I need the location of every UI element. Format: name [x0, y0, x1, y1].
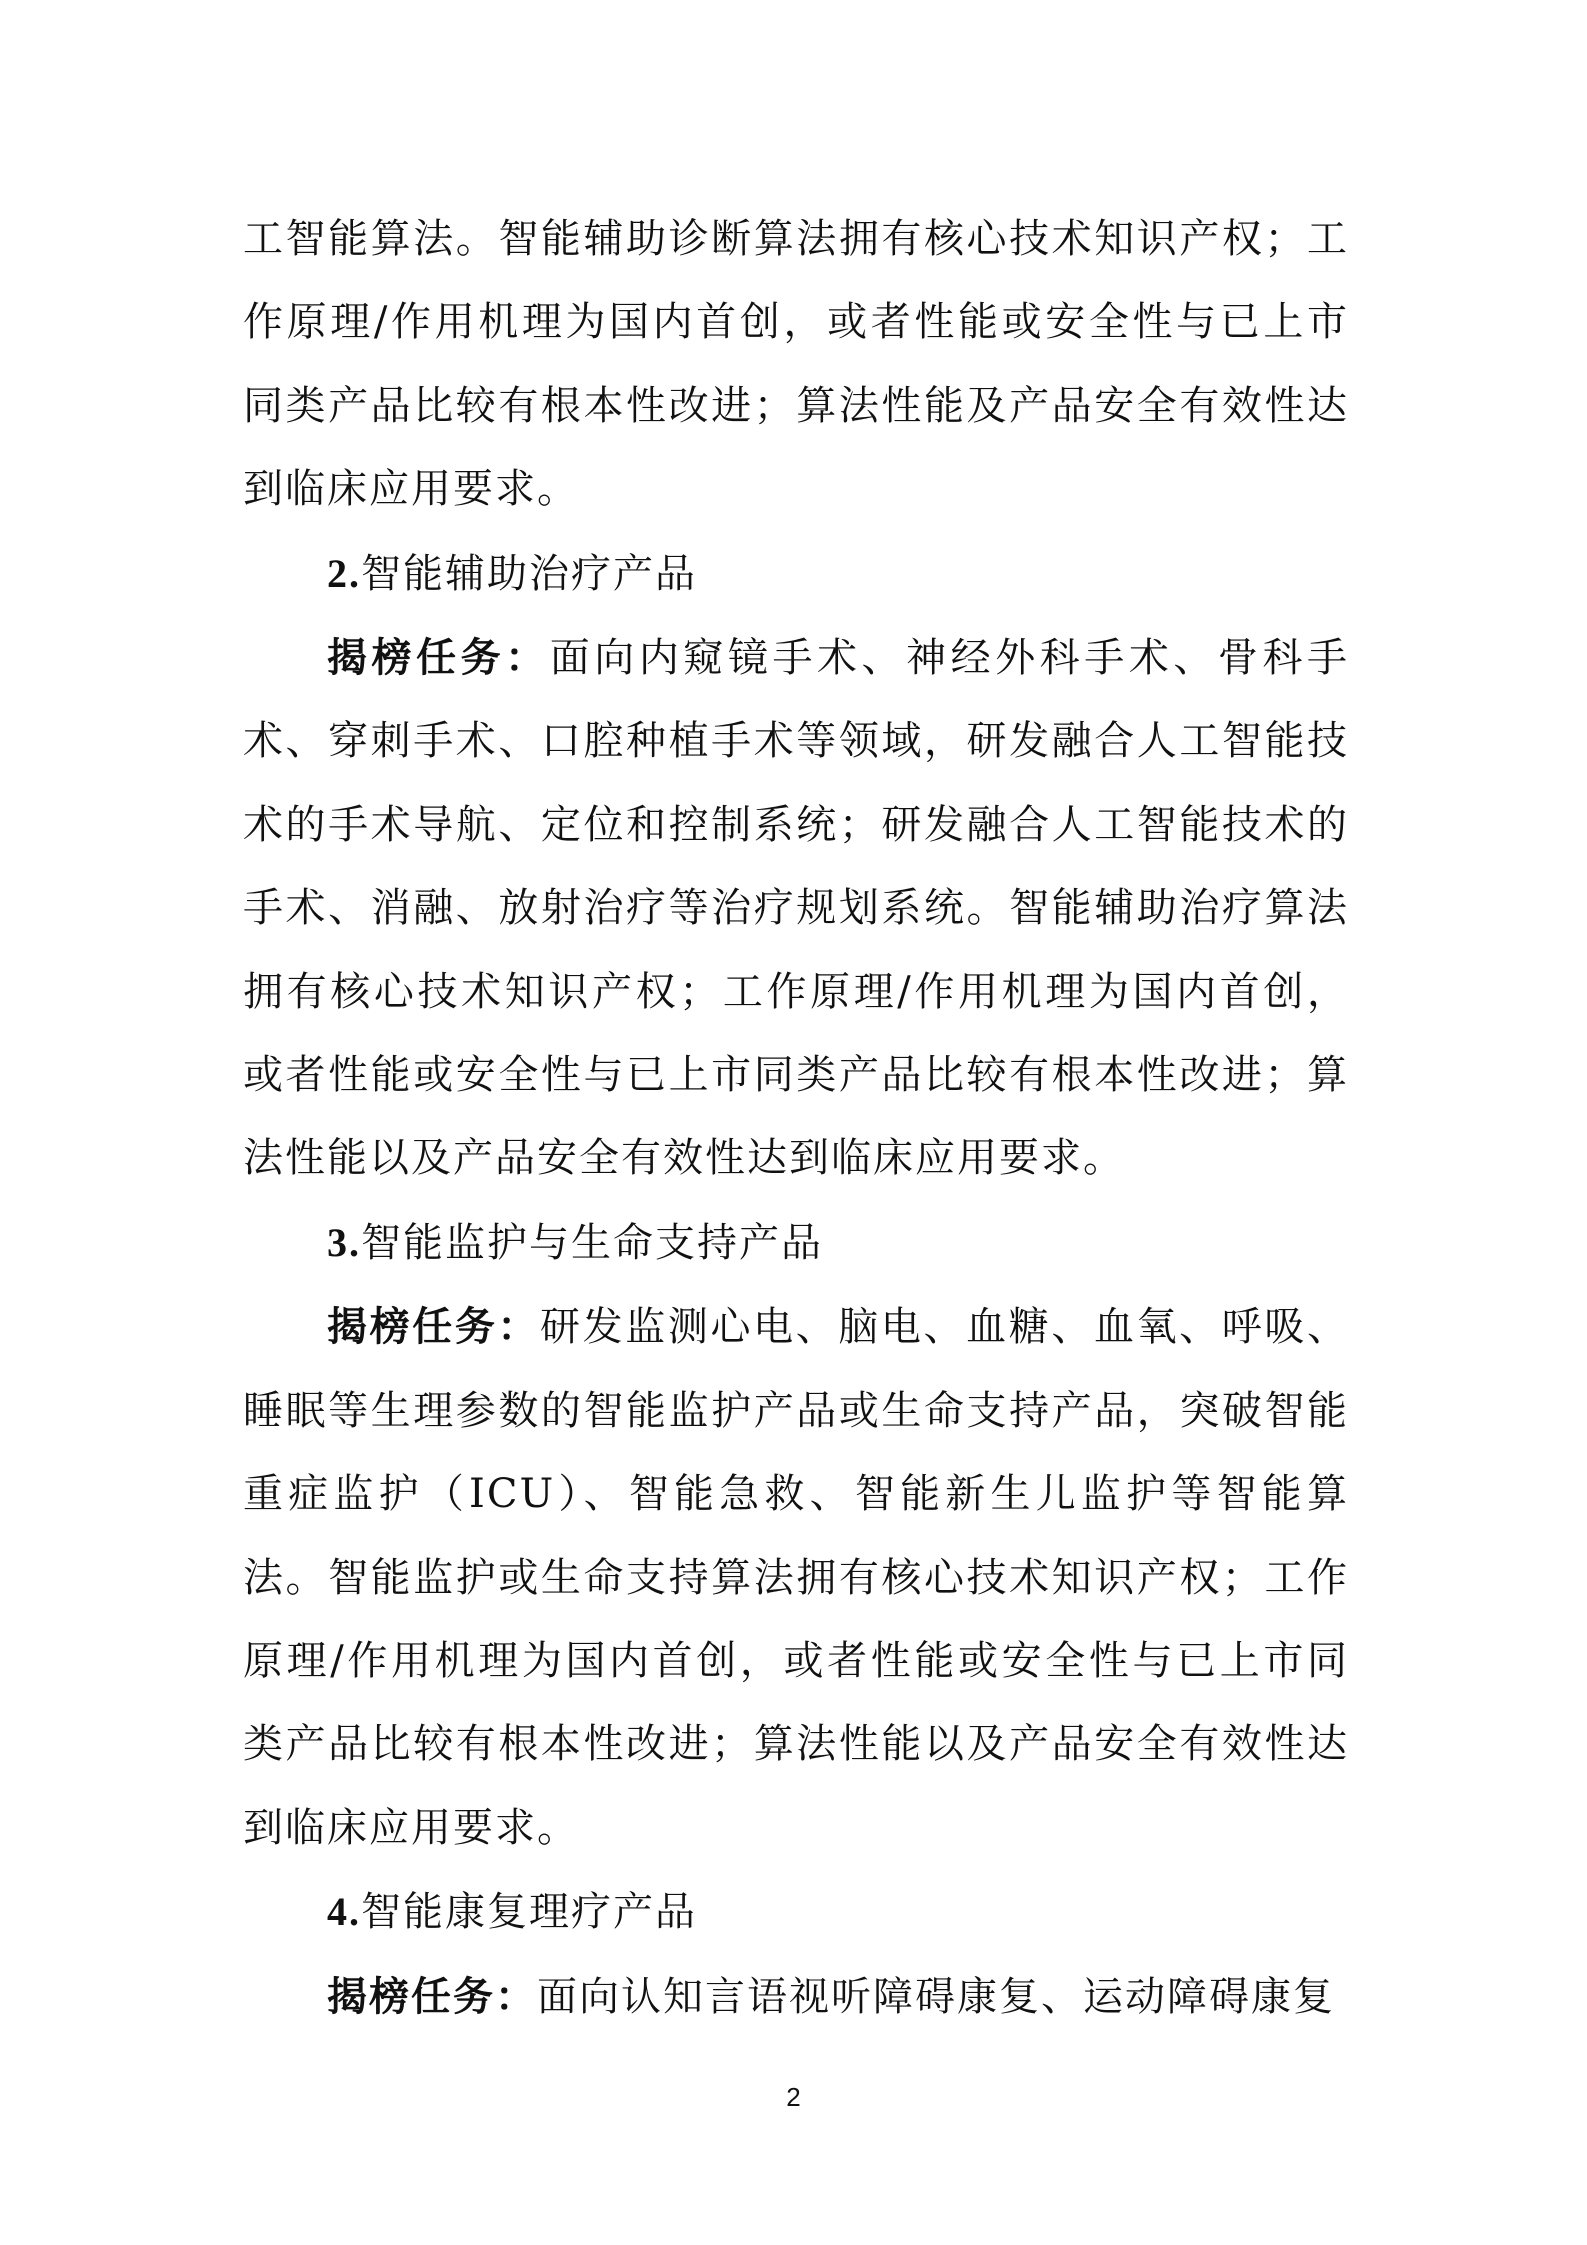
section-number: 2.: [327, 550, 361, 596]
continuation-paragraph: 工智能算法。智能辅助诊断算法拥有核心技术知识产权；工作原理/作用机理为国内首创，或者性能或安全性与已上市同类产品比较有根本性改进；算法性能及产品安全有效性达到临床应用要求。: [243, 216, 1349, 513]
section-task-paragraph-3: [243, 1285, 1349, 1870]
section-title: 智能康复理疗产品: [361, 1889, 697, 1936]
section-task-paragraph-4: [243, 1955, 1349, 2039]
section-title: 智能辅助治疗产品: [361, 550, 697, 597]
page-number: 2: [786, 2082, 801, 2112]
task-text: 面向内窥镜手术、神经外科手术、骨科手术、穿刺手术、口腔种植手术等领域，研发融合人工智能技术的手术导航、定位和控制系统；研发融合人工智能技术的手术、消融、放射治疗等治疗规划系统。智能辅助治疗算法拥有核心技术知识产权；工作原理/作用机理为国内首创，或者性能或安全性与已上市同类产品比较有根本性改进；算法性能以及产品安全有效性达到临床应用要求。: [243, 635, 1350, 1182]
document-page-body: [243, 198, 1349, 2039]
task-label: 揭榜任务：: [327, 1303, 541, 1351]
section-title: 智能监护与生命支持产品: [361, 1219, 823, 1266]
section-heading-2: [243, 532, 1349, 616]
task-text: 研发监测心电、脑电、血糖、血氧、呼吸、睡眠等生理参数的智能监护产品或生命支持产品，突破智能重症监护（ICU）、智能急救、智能新生儿监护等智能算法。智能监护或生命支持算法拥有核心技术知识产权；工作原理/作用机理为国内首创，或者性能或安全性与已上市同类产品比较有根本性改进；算法性能以及产品安全有效性达到临床应用要求。: [243, 1304, 1350, 1851]
section-number: 4.: [327, 1889, 361, 1935]
section-heading-4: [243, 1870, 1349, 1954]
section-task-paragraph-2: [243, 616, 1349, 1201]
section-heading-3: [243, 1201, 1349, 1285]
section-number: 3.: [327, 1219, 361, 1265]
task-text: 面向认知言语视听障碍康复、运动障碍康复: [537, 1973, 1335, 2020]
task-label: 揭榜任务：: [327, 634, 550, 682]
task-label: 揭榜任务：: [327, 1972, 537, 2020]
